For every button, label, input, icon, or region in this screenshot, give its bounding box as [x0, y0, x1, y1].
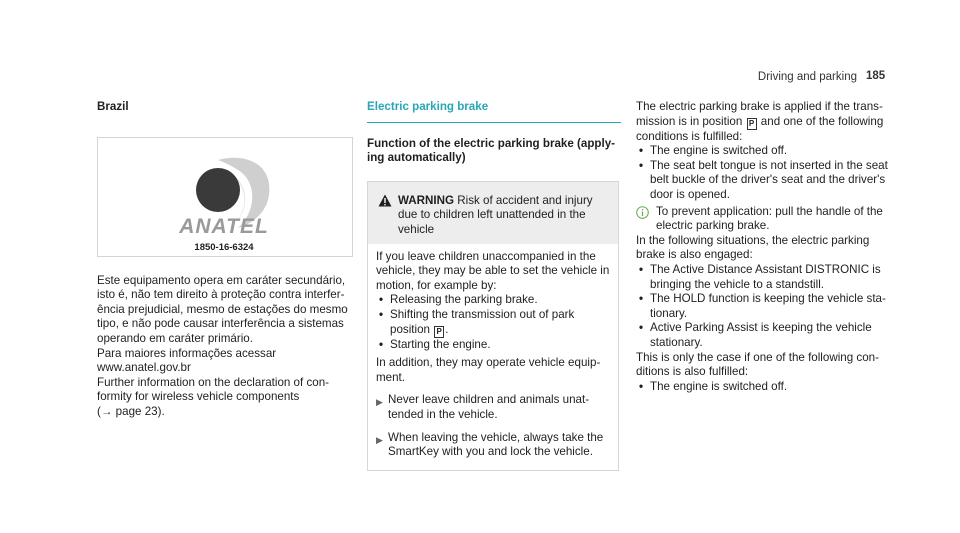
column-right — [636, 100, 898, 394]
column-left — [97, 100, 359, 420]
list-item: • The engine is switched off. — [636, 380, 898, 395]
list-item: • Active Parking Assist is keeping the vehicle stationary. — [636, 321, 898, 350]
logo-wordmark: ANATEL — [179, 214, 269, 238]
application-intro: The electric parking brake is applied if the transmission is in position P and one of the following conditions is fulfilled: — [636, 100, 884, 143]
tip-note: To prevent application: pull the handle of the electric parking brake. — [636, 205, 898, 234]
brazil-paragraph-1: Este equipamento opera em caráter secundário, isto é, não tem direito à proteção contra interferência prejudicial, mesmo de estações do mesmo tipo, e não pode causar interferência a sistemas operando em caráter primário. — [97, 273, 348, 345]
warning-label: WARNING — [398, 193, 455, 207]
function-subtitle: Function of the electric parking brake (applying automatically) — [367, 136, 616, 165]
safety-note-1: ▶ Never leave children and animals unattended in the vehicle. — [376, 393, 610, 422]
warning-intro: If you leave children unaccompanied in the vehicle, they may be able to set the vehicle in motion, for example by: — [376, 249, 610, 292]
brazil-heading: Brazil — [97, 100, 129, 113]
tip-info-icon — [636, 206, 650, 234]
safety-note-2: ▶ When leaving the vehicle, always take the SmartKey with you and lock the vehicle. — [376, 431, 610, 460]
list-item: • The engine is switched off. — [636, 144, 898, 159]
warning-body — [368, 244, 618, 470]
anatel-logo-icon — [98, 138, 352, 256]
anatel-logo-box — [97, 137, 353, 257]
note-arrow-icon: ▶ — [376, 397, 383, 408]
list-item: • The Active Distance Assistant DISTRONIC is bringing the vehicle to a standstill. — [636, 263, 898, 292]
list-item: • Releasing the parking brake. — [376, 293, 610, 308]
page-reference-link[interactable]: (→ page 23). — [97, 404, 165, 418]
note-arrow-icon: ▶ — [376, 434, 383, 445]
running-header: Driving and parking — [757, 71, 857, 83]
list-item: • Shifting the transmission out of park position P . — [376, 308, 610, 338]
column-middle — [367, 100, 621, 471]
final-condition-list — [636, 380, 898, 395]
warning-text: Risk of accident and injury due to children left unattended in the vehicle — [398, 193, 593, 236]
warning-addition: In addition, they may operate vehicle equipment. — [376, 356, 601, 384]
section-title: Electric parking brake — [367, 100, 621, 123]
warning-header — [368, 182, 618, 244]
list-item: • The seat belt tongue is not inserted in the seat belt buckle of the driver's seat and the driver's door is opened. — [636, 159, 898, 203]
list-item: • Starting the engine. — [376, 338, 610, 353]
condition-list — [636, 144, 898, 202]
page-number: 185 — [866, 70, 886, 82]
warning-bullet-list — [376, 293, 610, 352]
warning-box — [367, 181, 619, 471]
brazil-paragraph-2a: Para maiores informações acessar — [97, 346, 277, 360]
logo-code: 1850-16-6324 — [194, 241, 254, 253]
park-key-icon: P — [747, 118, 757, 130]
park-key-icon: P — [434, 326, 444, 338]
anatel-link[interactable]: www.anatel.gov.br — [97, 361, 191, 375]
situations-list — [636, 263, 898, 351]
situations-intro: In the following situations, the electric parking brake is also engaged: — [636, 233, 870, 262]
declaration-paragraph: Further information on the declaration of conformity for wireless vehicle components — [97, 375, 330, 404]
list-item: • The HOLD function is keeping the vehicle stationary. — [636, 292, 898, 321]
warning-triangle-icon — [378, 194, 398, 238]
conditions-intro: This is only the case if one of the following conditions is also fulfilled: — [636, 350, 879, 379]
